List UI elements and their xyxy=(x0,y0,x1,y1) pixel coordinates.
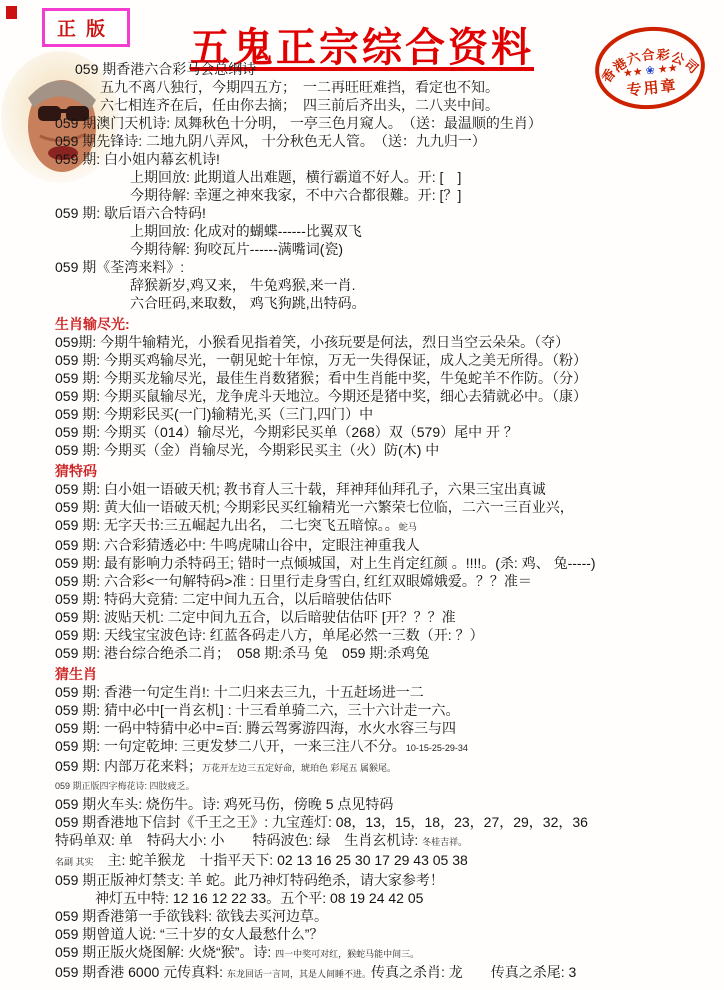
line-text: 059 期: 今期买鼠输尽光，龙争虎斗天地泣。今期还是猪中奖，细心去猜就必中。（康） xyxy=(55,388,588,404)
text-line xyxy=(0,943,724,963)
line-text: 主: 蛇羊猴龙 十指平天下: 02 13 16 25 30 17 29 43 05 38 xyxy=(93,852,468,868)
line-text: 059 期: 今期彩民买(一门)输精光,买（三门,四门）中 xyxy=(55,406,374,422)
text-line xyxy=(0,150,724,168)
line-text: 059 期香港第一手欲钱料: 欲钱去买河边草。 xyxy=(55,908,329,924)
text-line xyxy=(0,423,724,441)
section-header xyxy=(0,315,724,333)
page-title: 五鬼正宗综合资料 xyxy=(190,26,534,70)
line-text: 059 期: 今期买（014）输尽光，今期彩民买单（268）双（579）尾中 开 ？ xyxy=(55,424,518,440)
line-text: 今期待解: 狗咬瓦片------满嘴词(瓷) xyxy=(130,241,344,257)
line-text: 059 期正版火烧图解: 火烧“猴”。诗: xyxy=(55,944,276,960)
text-line xyxy=(0,813,724,831)
text-line xyxy=(0,536,724,554)
text-line xyxy=(0,644,724,662)
section-header xyxy=(0,462,724,480)
text-line xyxy=(0,608,724,626)
stamp-arc-text: 香港六合彩公司 xyxy=(598,46,702,86)
stamp-stars-left: ★★ xyxy=(622,65,644,80)
text-line xyxy=(0,719,724,737)
line-text: 六七相连齐在后，任由你去摘； 四三前后齐出头，二八夹中间。 xyxy=(100,97,499,113)
line-text: 059 期: 一码中特猜中必中=百: 腾云驾雾游四海，水火水容三与四 xyxy=(55,720,456,736)
text-line xyxy=(0,258,724,276)
line-text: 059 期香港地下信封《千王之王》: 九宝莲灯: 08，13，15，18，23，27，29，32，36 xyxy=(55,814,588,830)
text-line xyxy=(0,683,724,701)
line-text: 上期回放: 此期道人出难题，横行霸道不好人。开: [ ] xyxy=(130,169,462,185)
line-text: 059 期: 今期买龙输尽光，最佳生肖数猪猴；看中生肖能中奖，牛兔蛇羊不作防。（分） xyxy=(55,370,588,386)
text-line xyxy=(0,554,724,572)
text-line xyxy=(0,795,724,813)
line-text: 猜特码 xyxy=(55,463,97,479)
line-text: 059 期火车头: 烧伤牛。诗: 鸡死马伤，傍晚 5 点见特码 xyxy=(55,796,394,812)
line-text: 辞猴新岁,鸡又来， 牛兔鸡猴,来一肖. xyxy=(130,277,356,293)
line-text-tail: 传真之杀肖: 龙 传真之杀尾: 3 xyxy=(370,964,577,980)
tiny-text: 冬桂吉祥。 xyxy=(422,837,468,847)
text-line xyxy=(0,387,724,405)
line-text: 059 期《荃湾来料》: xyxy=(55,259,185,275)
text-line xyxy=(0,871,724,889)
line-text: 059 期: 港台综合绝杀二肖； 058 期:杀马 兔 059 期:杀鸡兔 xyxy=(55,645,430,661)
text-line xyxy=(0,907,724,925)
line-text: 059 期澳门天机诗: 凤舞秋色十分明， 一亭三色月窥人。 （送：最温顺的生肖） xyxy=(55,115,542,131)
line-text: 059 期: 特码大竞猜: 二定中间九五合，以后暗驶估估吓 xyxy=(55,591,392,607)
line-text: 五九不离八独行，今期四五方； 一二再旺旺难挡，看定也不知。 xyxy=(100,79,499,95)
line-text: 059 期先锋诗: 二地九阴八弄风， 十分秋色无人管。 （送：九九归一） xyxy=(55,133,486,149)
text-line xyxy=(0,222,724,240)
text-line xyxy=(0,240,724,258)
line-text: 059 期: 白小姐内幕玄机诗! xyxy=(55,151,220,167)
line-text: 059 期: 内部万花来料； xyxy=(55,758,203,774)
text-line xyxy=(0,516,724,536)
line-text: 六合旺码,来取数， 鸡飞狗跳,出特码。 xyxy=(130,295,366,311)
line-text: 059 期正版神灯禁支: 羊 蛇。此乃神灯特码绝杀，请大家参考！ xyxy=(55,872,444,888)
text-line xyxy=(0,851,724,871)
tiny-text: 10-15-25-29-34 xyxy=(405,743,468,753)
tiny-text: 蛇马 xyxy=(398,522,417,532)
text-line xyxy=(0,590,724,608)
line-text: 059 期: 猜中必中[一肖玄机] : 十三看单骑二六，三十六计走一六。 xyxy=(55,702,460,718)
text-line xyxy=(0,757,724,777)
line-text: 059 期: 今期买（金）肖输尽光，今期彩民买主（火）防(木) 中 xyxy=(55,442,440,458)
line-text: 059 期: 天线宝宝波色诗: 红蓝各码走八方，单尾必然一三数（开: ？） xyxy=(55,627,484,643)
line-text: 059 期曾道人说: “三十岁的女人最愁什么”？ xyxy=(55,926,324,942)
line-text: 059 期: 一句定乾坤: 三更发梦二八开，一来三注八不分。 xyxy=(55,738,406,754)
text-line xyxy=(0,889,724,907)
tiny-text: 东龙回话一言同，其是人间睡不进。 xyxy=(226,969,371,979)
text-line xyxy=(0,626,724,644)
text-line xyxy=(0,963,724,983)
text-line xyxy=(0,60,724,78)
tiny-text: 四一中奖可对红，猴蛇马能中间三。 xyxy=(275,949,420,959)
line-text: 059 期: 六合彩猜透必中: 牛鸣虎啸山谷中，定眼注神重我人 xyxy=(55,537,420,553)
stamp-flower-icon: ❀ xyxy=(645,64,656,78)
line-text: 059 期: 今期买鸡输尽光，一朝见蛇十年惊，万无一失得保证，成人之美无所得。（粉） xyxy=(55,352,588,368)
text-line xyxy=(0,498,724,516)
text-line xyxy=(0,831,724,851)
line-text: 特码单双: 单 特码大小: 小 特码波色: 绿 生肖玄机诗: xyxy=(55,832,423,848)
text-line xyxy=(0,294,724,312)
text-line xyxy=(0,701,724,719)
text-line xyxy=(0,925,724,943)
line-text: 059 期: 歇后语六合特码! xyxy=(55,205,206,221)
text-line xyxy=(0,132,724,150)
line-text: 059 期: 六合彩<一句解特码>准 : 日里行走身雪白, 红红双眼嫦娥爱。？？准＝ xyxy=(55,573,532,589)
tiny-text: 名副 其实 xyxy=(55,857,94,867)
content-lines xyxy=(0,60,724,983)
text-line xyxy=(0,186,724,204)
text-line xyxy=(0,405,724,423)
text-line xyxy=(0,78,724,96)
stamp-stars-right: ★★ xyxy=(657,62,679,77)
line-text: 059 期香港 6000 元传真料: xyxy=(55,964,227,980)
text-line xyxy=(0,777,724,795)
text-line xyxy=(0,480,724,498)
line-text: 生肖输尽光: xyxy=(55,316,130,332)
text-line xyxy=(0,114,724,132)
authentic-badge xyxy=(42,8,130,47)
line-text: 神灯五中特: 12 16 12 22 33。五个平: 08 19 24 42 05 xyxy=(95,890,424,906)
section-header xyxy=(0,665,724,683)
line-text: 059期: 今期牛输精光，小猴看见指着笑，小孩玩要是何法，烈日当空云朵朵。（夺） xyxy=(55,334,570,350)
line-text: 059 期: 波贴天机: 二定中间九五合，以后暗驶估估吓 [开？？？准 xyxy=(55,609,456,625)
text-line xyxy=(0,351,724,369)
text-line xyxy=(0,96,724,114)
line-text: 上期回放: 化成对的蝴蝶------比翼双飞 xyxy=(130,223,362,239)
authentic-badge-label: 正版 xyxy=(57,19,116,40)
line-text: 今期待解: 幸運之神來我家，不中六合都很難。开: [？] xyxy=(130,187,462,203)
line-text: 059 期: 白小姐一语破天机; 教书育人三十载，拜神拜仙拜孔子，六果三宝出真诚 xyxy=(55,481,546,497)
text-line xyxy=(0,369,724,387)
line-text: 猜生肖 xyxy=(55,666,97,682)
text-line xyxy=(0,276,724,294)
line-text: 059 期: 无字天书:三五崛起九出名， 二七突飞五暗惊。。 xyxy=(55,517,399,533)
text-line xyxy=(0,204,724,222)
stamp-bottom-text: 专用章 xyxy=(625,77,679,100)
line-text: 059 期: 香港一句定生肖!: 十二归来去三九，十五赶场进一二 xyxy=(55,684,424,700)
line-text: 059 期正版四字梅花诗: 四肢疲乏。 xyxy=(55,781,195,791)
text-line xyxy=(0,333,724,351)
text-line xyxy=(0,572,724,590)
text-line xyxy=(0,441,724,459)
corner-red-mark xyxy=(6,6,17,19)
tiny-text: 万花开左边三五定好命，琥珀色 彩尾五 属猴尾。 xyxy=(202,763,397,773)
line-text: 059 期香港六合彩马会总纲诗 xyxy=(75,61,257,77)
text-line xyxy=(0,737,724,757)
line-text: 059 期: 最有影响力杀特码王; 错时一点倾城国，对上生肖定红颜 。!!!!。(杀: 鸡、 兔-----) xyxy=(55,555,596,571)
text-line xyxy=(0,168,724,186)
line-text: 059 期: 黄大仙一语破天机; 今期彩民买红输精光一六繁荣七位临，二六一三百业兴， xyxy=(55,499,574,515)
